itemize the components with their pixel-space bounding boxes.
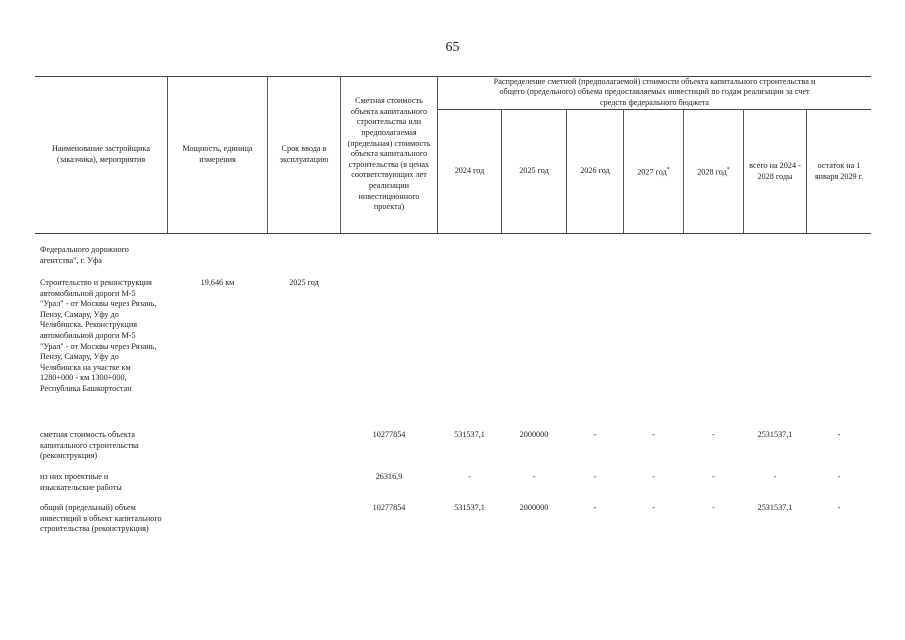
design-2028: -	[712, 472, 715, 481]
estimate-2026: -	[593, 430, 597, 439]
investment-2026: -	[593, 503, 597, 512]
header-name: Наименование застройщика (заказчика), мероприятия	[52, 143, 150, 164]
estimate-2028: -	[712, 430, 715, 439]
object-name: Строительство и реконструкция автомобильной дороги М-5 "Урал" - от Москвы через Рязань, Пензу, Самару, Уфу до Челябинска. Реконструкция автомобильной дороги М-5 "Урал" - от Москвы через Рязань, Пензу, Самару, Уфу до Челябинска на участке км 1280+000 - км 1300+000, Республика Башкортостан	[40, 278, 157, 393]
design-remainder: -	[837, 472, 841, 481]
estimate-remainder: -	[837, 430, 841, 439]
header-commission: Срок ввода в эксплуатацию	[279, 143, 329, 164]
header-year-2025: 2025 год	[519, 166, 549, 176]
footnote-mark: *	[726, 166, 730, 173]
year-2028-label: 2028 год	[697, 167, 727, 177]
design-label: из них проектные и изыскательские работы	[40, 472, 122, 492]
design-total: -	[773, 472, 777, 481]
object-commission: 2025 год	[289, 278, 319, 287]
estimate-total: 2531537,1	[757, 430, 793, 439]
header-cost: Сметная стоимость объекта капитального строительства или предполагаемая (предельная) стоимость объекта капитального строительства (в ценах соответствующих лет реализации инвестиционного проекта)	[347, 96, 431, 212]
investment-2024: 531537,1	[454, 503, 485, 512]
design-2025: -	[532, 472, 536, 481]
estimate-2024: 531537,1	[454, 430, 485, 439]
estimate-cost: 10277854	[372, 430, 406, 439]
design-2027: -	[652, 472, 655, 481]
header-total: всего на 2024 - 2028 годы	[749, 160, 801, 181]
investment-cost: 10277854	[372, 503, 406, 512]
investment-total: 2531537,1	[757, 503, 793, 512]
header-capacity: Мощность, единица измерения	[182, 143, 253, 164]
header-year-2026: 2026 год	[580, 166, 610, 176]
footnote-mark: *	[666, 166, 670, 173]
estimate-2027: -	[652, 430, 655, 439]
estimate-label: сметная стоимость объекта капитального строительства (реконструкция)	[40, 430, 139, 461]
investment-remainder: -	[837, 503, 841, 512]
object-capacity: 19,646 км	[200, 278, 235, 287]
design-2026: -	[593, 472, 597, 481]
investment-label: общий (предельный) объем инвестиций в объект капитального строительства (реконструкция)	[40, 503, 162, 534]
estimate-2025: 2000000	[519, 430, 549, 439]
header-distribution: Распределение сметной (предполагаемой) стоимости объекта капитального строительства и общего (предельного) объема предоставляемых инвестиций по годам реализации за счет средств федерального бюджета	[493, 76, 816, 107]
design-2024: -	[468, 472, 471, 481]
investment-2025: 2000000	[519, 503, 549, 512]
header-remainder: остаток на 1 января 2029 г.	[814, 160, 864, 181]
header-bottom-line	[35, 233, 871, 234]
header-year-2028	[684, 110, 743, 233]
year-2027-label: 2027 год	[637, 167, 667, 177]
page-number: 65	[445, 40, 460, 55]
investment-2028: -	[712, 503, 715, 512]
investment-2027: -	[652, 503, 655, 512]
agency-name: Федерального дорожного агентства", г. Уфа	[40, 245, 129, 265]
design-cost: 26316,9	[375, 472, 403, 481]
header-year-2027	[624, 110, 683, 233]
header-year-2024: 2024 год	[454, 166, 485, 176]
